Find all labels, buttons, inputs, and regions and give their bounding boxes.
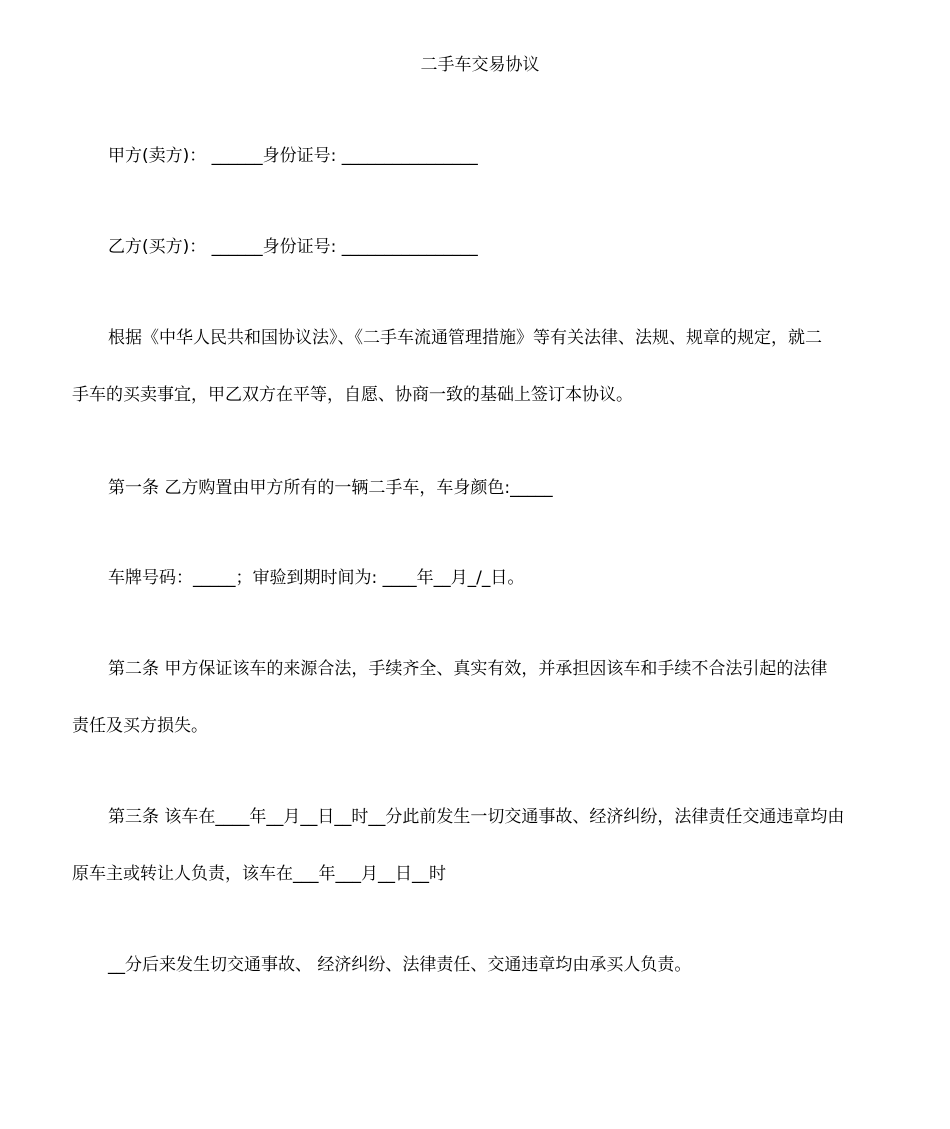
article-1-line-1: 第一条 乙方购置由甲方所有的一辆二手车，车身颜色:_____ xyxy=(108,478,553,498)
party-a-line: 甲方(卖方)： ______身份证号: ________________ xyxy=(108,146,478,166)
party-b-line: 乙方(买方)： ______身份证号: ________________ xyxy=(108,237,478,257)
article-2-line-1: 第二条 甲方保证该车的来源合法，手续齐全、真实有效，并承担因该车和手续不合法引起的法律 xyxy=(108,659,828,679)
article-2-line-2: 责任及买方损失。 xyxy=(72,716,208,736)
basis-paragraph-line-2: 手车的买卖事宜，甲乙双方在平等，自愿、协商一致的基础上签订本协议。 xyxy=(72,385,633,405)
article-3-line-2: 原车主或转让人负责，该车在___年___月__日__时 xyxy=(72,864,446,884)
article-3-line-3: __分后来发生切交通事故、 经济纠纷、法律责任、交通违章均由承买人负责。 xyxy=(108,955,692,975)
basis-paragraph-line-1: 根据《中华人民共和国协议法》、《二手车流通管理措施》等有关法律、法规、规章的规定，就二 xyxy=(108,328,822,348)
article-3-line-1: 第三条 该车在____年__月__日__时__分此前发生一切交通事故、经济纠纷，法律责任交通违章均由 xyxy=(108,807,845,827)
article-1-line-2: 车牌号码：_____；审验到期时间为: ____年__月_/_日。 xyxy=(108,568,525,588)
document-title: 二手车交易协议 xyxy=(420,55,540,75)
